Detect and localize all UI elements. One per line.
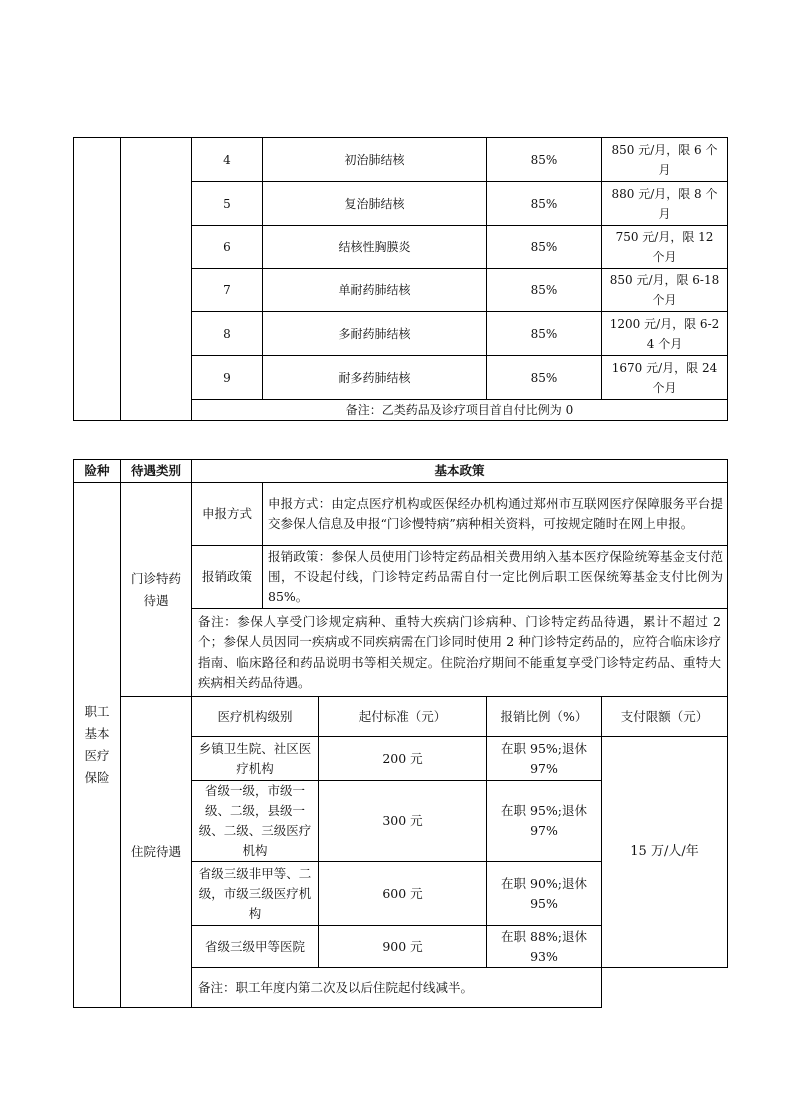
inpatient-category-label: 住院待遇 bbox=[130, 844, 181, 859]
disease-name: 单耐药肺结核 bbox=[263, 269, 487, 312]
disease-name: 多耐药肺结核 bbox=[263, 312, 487, 356]
payment-limit: 1200 元/月，限 6-24 个月 bbox=[602, 312, 728, 356]
tuberculosis-table bbox=[73, 137, 728, 421]
payment-limit: 880 元/月，限 8 个月 bbox=[602, 182, 728, 226]
threshold-value: 200 元 bbox=[319, 737, 487, 781]
payment-limit: 750 元/月，限 12 个月 bbox=[602, 226, 728, 269]
threshold-value: 900 元 bbox=[319, 926, 487, 968]
header-benefit-category: 待遇类别 bbox=[121, 460, 192, 483]
inpatient-header-row bbox=[74, 697, 728, 737]
ratio-value: 在职 95%;退休 97% bbox=[487, 737, 602, 781]
table-row bbox=[74, 138, 728, 182]
payment-limit: 850 元/月，限 6 个月 bbox=[602, 138, 728, 182]
threshold-value: 300 元 bbox=[319, 781, 487, 862]
empty-cell bbox=[121, 138, 192, 421]
row-number: 8 bbox=[192, 312, 263, 356]
header-threshold: 起付标准（元） bbox=[319, 697, 487, 737]
ratio-value: 在职 95%;退休 97% bbox=[487, 781, 602, 862]
payment-ratio: 85% bbox=[487, 312, 602, 356]
inpatient-category-cell bbox=[121, 697, 192, 1008]
insurance-type-label: 职工基本医疗保险 bbox=[84, 704, 110, 785]
payment-ratio: 85% bbox=[487, 182, 602, 226]
row-number: 5 bbox=[192, 182, 263, 226]
disease-name: 复治肺结核 bbox=[263, 182, 487, 226]
header-institution-level: 医疗机构级别 bbox=[192, 697, 319, 737]
header-limit: 支付限额（元） bbox=[602, 697, 728, 737]
threshold-value: 600 元 bbox=[319, 862, 487, 926]
row-number: 9 bbox=[192, 356, 263, 400]
header-ratio: 报销比例（%） bbox=[487, 697, 602, 737]
row-number: 7 bbox=[192, 269, 263, 312]
row-number: 4 bbox=[192, 138, 263, 182]
declare-row bbox=[74, 483, 728, 546]
empty-cell bbox=[74, 138, 121, 421]
institution-level: 省级一级，市级一级、二级，县级一级、二级、三级医疗机构 bbox=[192, 781, 319, 862]
outpatient-note: 备注：参保人享受门诊规定病种、重特大疾病门诊病种、门诊特定药品待遇，累计不超过 2 个；参保人员因同一疾病或不同疾病需在门诊同时使用 2 种门诊特定药品的，应符合临床诊疗指南、临床路径和药品说明书等相关规定。住院治疗期间不能重复享受门诊特定药品、重特大疾病相关药品待遇。 bbox=[192, 609, 728, 697]
institution-level: 乡镇卫生院、社区医疗机构 bbox=[192, 737, 319, 781]
employee-insurance-table bbox=[73, 459, 728, 1008]
institution-level: 省级三级非甲等、二级，市级三级医疗机构 bbox=[192, 862, 319, 926]
institution-level: 省级三级甲等医院 bbox=[192, 926, 319, 968]
header-insurance-type: 险种 bbox=[74, 460, 121, 483]
payment-ratio: 85% bbox=[487, 356, 602, 400]
disease-name: 初治肺结核 bbox=[263, 138, 487, 182]
header-basic-policy: 基本政策 bbox=[192, 460, 728, 483]
insurance-type-cell bbox=[74, 483, 121, 1008]
payment-ratio: 85% bbox=[487, 138, 602, 182]
row-number: 6 bbox=[192, 226, 263, 269]
outpatient-category-cell bbox=[121, 483, 192, 697]
payment-limit: 850 元/月，限 6-18 个月 bbox=[602, 269, 728, 312]
declare-text: 申报方式：由定点医疗机构或医保经办机构通过郑州市互联网医疗保障服务平台提交参保人信息及申报“门诊慢特病”病种相关资料，可按规定随时在网上申报。 bbox=[263, 483, 728, 546]
reimburse-label: 报销政策 bbox=[192, 546, 263, 609]
payment-ratio: 85% bbox=[487, 269, 602, 312]
inpatient-note: 备注：职工年度内第二次及以后住院起付线减半。 bbox=[192, 968, 602, 1008]
outpatient-category-label: 门诊特药待遇 bbox=[130, 570, 181, 608]
ratio-value: 在职 90%;退休 95% bbox=[487, 862, 602, 926]
table-note: 备注：乙类药品及诊疗项目首自付比例为 0 bbox=[192, 400, 728, 421]
payment-limit: 1670 元/月，限 24 个月 bbox=[602, 356, 728, 400]
disease-name: 耐多药肺结核 bbox=[263, 356, 487, 400]
disease-name: 结核性胸膜炎 bbox=[263, 226, 487, 269]
declare-label: 申报方式 bbox=[192, 483, 263, 546]
payment-limit-value: 15 万/人/年 bbox=[602, 737, 728, 968]
reimburse-text: 报销政策：参保人员使用门诊特定药品相关费用纳入基本医疗保险统筹基金支付范围，不设起付线，门诊特定药品需自付一定比例后职工医保统筹基金支付比例为 85%。 bbox=[263, 546, 728, 609]
payment-ratio: 85% bbox=[487, 226, 602, 269]
ratio-value: 在职 88%;退休 93% bbox=[487, 926, 602, 968]
table-header-row bbox=[74, 460, 728, 483]
